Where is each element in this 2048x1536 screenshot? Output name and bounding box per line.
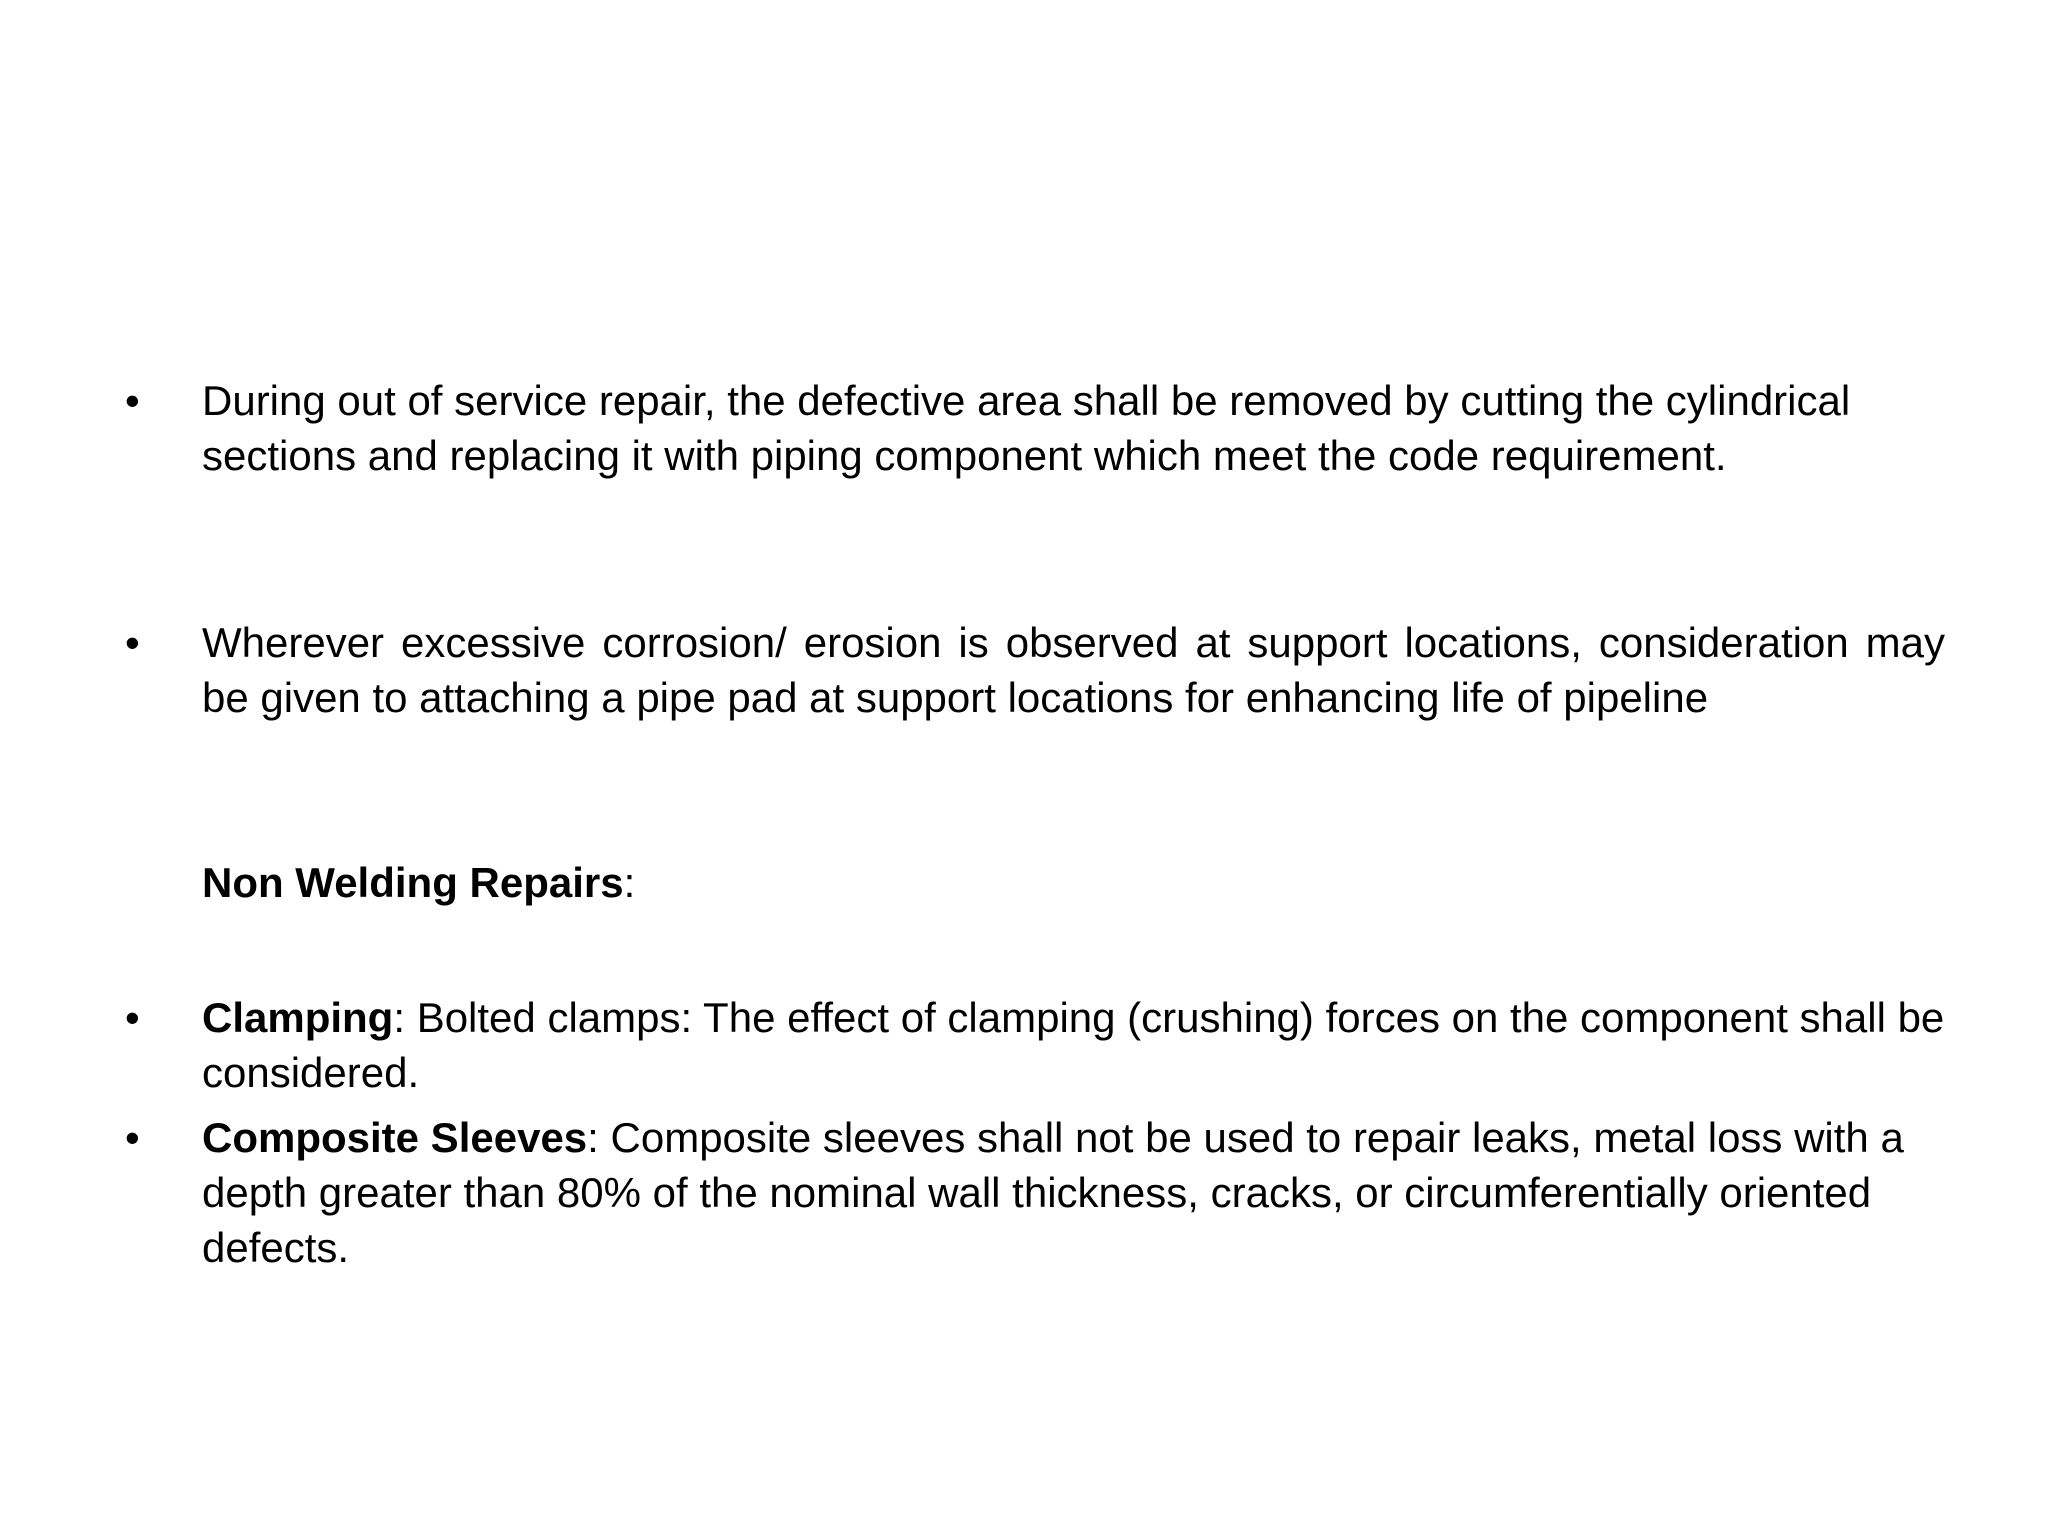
repair-term-clamping: Clamping xyxy=(202,994,394,1041)
bullet-glyph: • xyxy=(125,994,140,1041)
repair-term-composite-sleeves: Composite Sleeves xyxy=(202,1114,588,1161)
bullet-item-out-of-service-repair xyxy=(125,373,1950,543)
bullet-glyph: • xyxy=(125,377,140,424)
heading-suffix: : xyxy=(623,859,636,906)
bullet-text: During out of service repair, the defective area shall be removed by cutting the cylindrical sections and replacing it with piping component which meet the code requirement. xyxy=(202,377,1851,479)
repair-separator: : xyxy=(587,1114,611,1161)
repair-text-composite-sleeves: Composite sleeves shall not be used to repair leaks, metal loss with a depth greater than 80% of the nominal wall thickness, cracks, or circumferentially oriented defects. xyxy=(202,1114,1904,1271)
repair-text-clamping: Bolted clamps: The effect of clamping (crushing) forces on the component shall be considered. xyxy=(202,994,1945,1096)
bullet-text: Wherever excessive corrosion/ erosion is observed at support locations, consideration may be given to attaching a pipe pad at support locations for enhancing life of pipeline xyxy=(202,619,1945,721)
heading-term: Non Welding Repairs xyxy=(202,859,624,906)
bullet-item-support-locations xyxy=(125,615,1950,785)
repair-separator: : xyxy=(393,994,417,1041)
bullet-item-composite-sleeves xyxy=(125,1110,1950,1280)
bullet-glyph: • xyxy=(125,619,140,666)
section-heading xyxy=(125,855,1950,915)
bullet-glyph: • xyxy=(125,1114,140,1161)
bullet-item-clamping xyxy=(125,990,1950,1105)
